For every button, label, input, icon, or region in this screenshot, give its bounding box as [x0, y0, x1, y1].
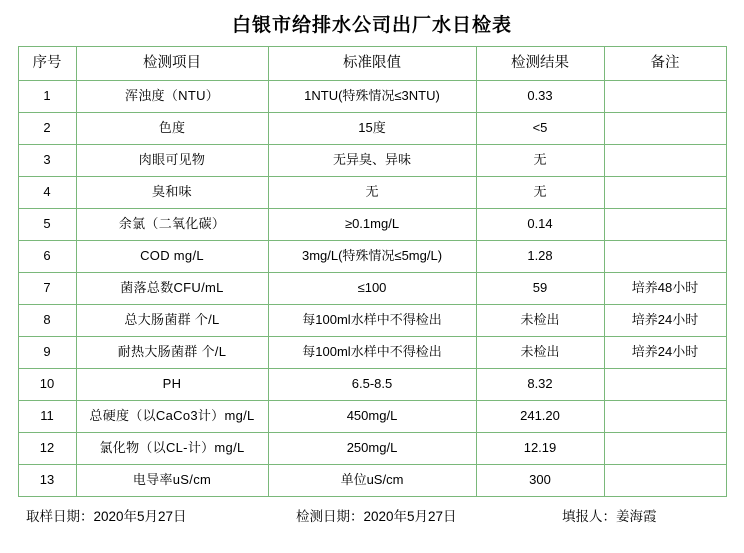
cell-no: 7	[18, 273, 76, 305]
column-header-item: 检测项目	[76, 47, 268, 81]
cell-item: PH	[76, 369, 268, 401]
cell-item: 耐热大肠菌群 个/L	[76, 337, 268, 369]
cell-result: 0.14	[476, 209, 604, 241]
table-row	[18, 305, 726, 337]
cell-limit: ≤100	[268, 273, 476, 305]
cell-remark	[604, 433, 726, 465]
cell-result: 无	[476, 145, 604, 177]
cell-limit: 15度	[268, 113, 476, 145]
cell-item: 氯化物（以CL-计）mg/L	[76, 433, 268, 465]
table-body	[18, 81, 726, 497]
cell-result: 未检出	[476, 305, 604, 337]
cell-no: 10	[18, 369, 76, 401]
table-row	[18, 113, 726, 145]
cell-remark: 培养48小时	[604, 273, 726, 305]
cell-item: 总硬度（以CaCo3计）mg/L	[76, 401, 268, 433]
cell-no: 1	[18, 81, 76, 113]
filler-name-label: 填报人：姜海霞	[562, 509, 657, 524]
cell-result: 59	[476, 273, 604, 305]
cell-no: 8	[18, 305, 76, 337]
cell-no: 11	[18, 401, 76, 433]
cell-limit: 450mg/L	[268, 401, 476, 433]
test-date-label: 检测日期：2020年5月27日	[296, 509, 457, 524]
table-row	[18, 145, 726, 177]
table-row	[18, 337, 726, 369]
cell-limit: 单位uS/cm	[268, 465, 476, 497]
cell-remark: 培养24小时	[604, 337, 726, 369]
cell-result: <5	[476, 113, 604, 145]
water-test-table	[18, 46, 727, 497]
cell-limit: 6.5-8.5	[268, 369, 476, 401]
cell-item: 电导率uS/cm	[76, 465, 268, 497]
cell-limit: 无	[268, 177, 476, 209]
table-row	[18, 177, 726, 209]
cell-remark	[604, 401, 726, 433]
cell-item: 色度	[76, 113, 268, 145]
table-row	[18, 433, 726, 465]
cell-result: 0.33	[476, 81, 604, 113]
cell-remark	[604, 113, 726, 145]
column-header-remark: 备注	[604, 47, 726, 81]
cell-item: 浑浊度（NTU）	[76, 81, 268, 113]
footer	[18, 497, 726, 525]
cell-item: 臭和味	[76, 177, 268, 209]
cell-no: 2	[18, 113, 76, 145]
table-header-row	[18, 47, 726, 81]
cell-item: 肉眼可见物	[76, 145, 268, 177]
cell-limit: 250mg/L	[268, 433, 476, 465]
cell-result: 1.28	[476, 241, 604, 273]
table-row	[18, 465, 726, 497]
cell-remark	[604, 465, 726, 497]
table-row	[18, 369, 726, 401]
cell-no: 3	[18, 145, 76, 177]
table-row	[18, 209, 726, 241]
column-header-limit: 标准限值	[268, 47, 476, 81]
cell-result: 300	[476, 465, 604, 497]
cell-no: 4	[18, 177, 76, 209]
table-row	[18, 401, 726, 433]
table-row	[18, 81, 726, 113]
cell-remark	[604, 369, 726, 401]
column-header-result: 检测结果	[476, 47, 604, 81]
cell-no: 6	[18, 241, 76, 273]
cell-result: 241.20	[476, 401, 604, 433]
cell-limit: 每100ml水样中不得检出	[268, 305, 476, 337]
cell-result: 12.19	[476, 433, 604, 465]
cell-limit: 3mg/L(特殊情况≤5mg/L)	[268, 241, 476, 273]
cell-limit: 每100ml水样中不得检出	[268, 337, 476, 369]
cell-remark	[604, 145, 726, 177]
cell-result: 未检出	[476, 337, 604, 369]
cell-remark	[604, 209, 726, 241]
cell-no: 13	[18, 465, 76, 497]
cell-limit: ≥0.1mg/L	[268, 209, 476, 241]
table-row	[18, 241, 726, 273]
cell-no: 12	[18, 433, 76, 465]
cell-result: 8.32	[476, 369, 604, 401]
cell-remark	[604, 177, 726, 209]
column-header-no: 序号	[18, 47, 76, 81]
cell-result: 无	[476, 177, 604, 209]
cell-remark	[604, 241, 726, 273]
cell-item: 总大肠菌群 个/L	[76, 305, 268, 337]
page-title: 白银市给排水公司出厂水日检表	[231, 15, 512, 36]
cell-no: 9	[18, 337, 76, 369]
cell-remark	[604, 81, 726, 113]
cell-no: 5	[18, 209, 76, 241]
cell-limit: 无异臭、异味	[268, 145, 476, 177]
cell-item: 菌落总数CFU/mL	[76, 273, 268, 305]
cell-limit: 1NTU(特殊情况≤3NTU)	[268, 81, 476, 113]
sample-date-label: 取样日期：2020年5月27日	[26, 509, 187, 524]
cell-item: 余氯（二氧化碳）	[76, 209, 268, 241]
cell-item: COD mg/L	[76, 241, 268, 273]
cell-remark: 培养24小时	[604, 305, 726, 337]
table-row	[18, 273, 726, 305]
